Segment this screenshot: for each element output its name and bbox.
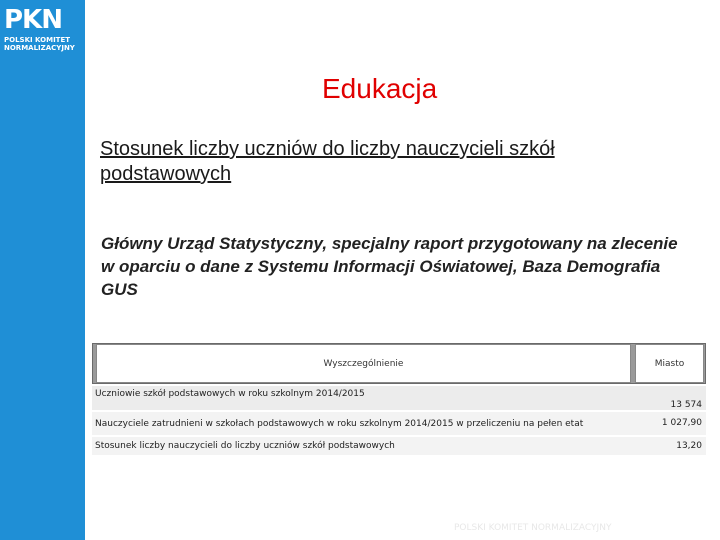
footer-text: POLSKI KOMITET NORMALIZACYJNY — [454, 523, 612, 533]
slide-title: Edukacja — [322, 73, 438, 104]
sidebar-band — [0, 0, 85, 540]
table-row — [92, 386, 706, 410]
data-table — [92, 343, 706, 455]
slide-subtitle: Stosunek liczby uczniów do liczby nauczycieli szkół podstawowych — [100, 138, 555, 185]
row-value: 13,20 — [676, 441, 702, 451]
logo-text-line2: NORMALIZACYJNY — [4, 44, 75, 52]
table-row — [92, 437, 706, 455]
header-cell-city: Miasto — [635, 344, 704, 383]
logo-mark: PKN — [4, 5, 62, 35]
row-value: 13 574 — [670, 400, 702, 410]
source-note: Główny Urząd Statystyczny, specjalny raport przygotowany na zlecenie w oparciu o dane z Systemu Informacji Oświatowej, Baza Demografia GUS — [101, 234, 678, 299]
header-cell-description: Wyszczególnienie — [96, 344, 631, 383]
table-header-row — [92, 343, 706, 384]
pkn-logo — [4, 6, 80, 52]
row-label: Nauczyciele zatrudnieni w szkołach podstawowych w roku szkolnym 2014/2015 w przeliczeniu na pełen etat — [95, 419, 584, 429]
row-value: 1 027,90 — [661, 418, 702, 428]
logo-text-line1: POLSKI KOMITET — [4, 36, 71, 44]
row-label: Uczniowie szkół podstawowych w roku szkolnym 2014/2015 — [95, 389, 365, 399]
table-row — [92, 412, 706, 435]
row-label: Stosunek liczby nauczycieli do liczby uczniów szkół podstawowych — [95, 441, 395, 451]
